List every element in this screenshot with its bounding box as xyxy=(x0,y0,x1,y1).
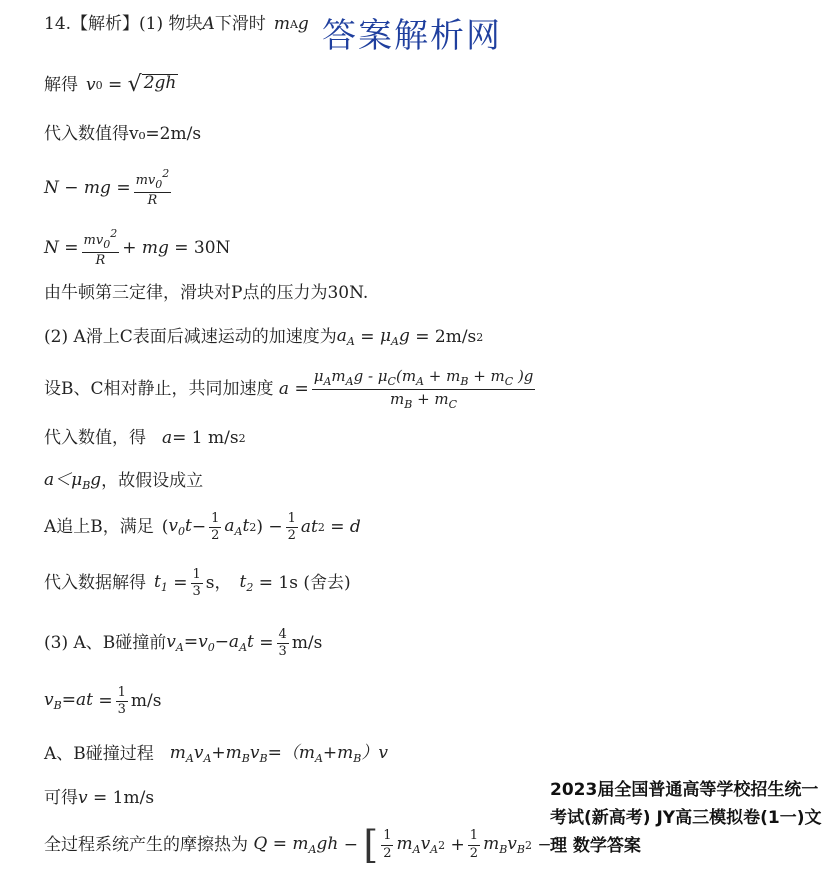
sqrt-2gh: √ 2gh xyxy=(127,72,177,97)
line-1-prefix: 14.【解析】(1) 物块 xyxy=(44,14,203,34)
line-12: 代入数据解得 $t_1$ = $\frac{1}{3}$ s， $t_2$ = 1s (舍去) xyxy=(44,567,351,600)
line-11: A追上B，满足 ( $v_0t$ − $\frac{1}{2}$ $a_At$ 2 ) − $\frac{1}{2}$ at 2 = d xyxy=(44,511,361,544)
line-14: $v_B=at$ = $\frac{1}{3}$ m/s xyxy=(44,685,162,718)
line-6: 由牛顿第三定律，滑块对P点的压力为30N. xyxy=(44,283,369,303)
line-11-prefix: A追上B，满足 xyxy=(44,517,154,538)
line-7-value: = 2m/s xyxy=(415,327,477,347)
line-8: 设B、C相对静止，共同加速度 a = $\frac{\mu_Am_Ag - \mu_C(m_A + m_B + m_C )g}{m_B + m_C}$ xyxy=(44,367,534,412)
line-15-prefix: A、B碰撞过程 xyxy=(44,744,154,764)
line-1: 14.【解析】(1) 物块 A 下滑时 m A g xyxy=(44,14,309,34)
n-result: = 30N xyxy=(174,237,231,258)
line-9-value: = 1 m/s xyxy=(172,428,239,448)
line-2-prefix: 解得 xyxy=(44,74,78,95)
watermark: 答案解析网 xyxy=(322,16,502,56)
line-10-text: 故假设成立 xyxy=(118,471,204,491)
line-17-prefix: 全过程系统产生的摩擦热为 xyxy=(44,834,248,855)
line-16: 可得 v = 1m/s xyxy=(44,788,155,808)
line-9: 代入数值，得 a = 1 m/s 2 xyxy=(44,428,246,448)
exam-caption: 2023届全国普通高等学校招生统一考试(新高考) JY高三模拟卷(1一)文理 数学答案 xyxy=(550,780,822,856)
line-7: (2) A滑上C表面后减速运动的加速度为 $a_A$ = $\mu_Ag$ = 2m/s 2 xyxy=(44,326,484,348)
line-7-prefix: (2) A滑上C表面后减速运动的加速度为 xyxy=(44,327,337,347)
line-17: 全过程系统产生的摩擦热为 $Q = m_Agh$ − [ $\frac{1}{2}$ $m_Av_A$ 2 + $\frac{1}{2}$ $m_Bv_B$ 2 − xyxy=(44,823,552,867)
line-16-prefix: 可得 xyxy=(44,788,78,808)
line-5-equation: N = $\frac{mv_0^2}{R}$ + mg = 30N xyxy=(44,227,231,269)
line-13: (3) A、B碰撞前 $v_A=v_0-a_At$ = $\frac{4}{3}$ m/s xyxy=(44,627,323,660)
line-16-value: = 1m/s xyxy=(93,788,155,808)
line-4-equation: N − mg = $\frac{mv_0^2}{R}$ xyxy=(44,167,170,209)
line-13-prefix: (3) A、B碰撞前 xyxy=(44,633,167,654)
line-12-prefix: 代入数据解得 xyxy=(44,573,146,594)
line-12-suffix: (舍去) xyxy=(303,573,351,594)
line-3: 代入数值得v₀=2m/s xyxy=(44,124,202,144)
line-1-mid: 下滑时 xyxy=(214,14,266,34)
line-8-prefix: 设B、C相对静止，共同加速度 xyxy=(44,379,274,400)
line-10: $a<\mu_Bg$ ， 故假设成立 xyxy=(44,470,204,492)
line-15: A、B碰撞过程 $m_Av_A+m_Bv_B=(m_A+m_B)v$ xyxy=(44,743,388,765)
line-9-prefix: 代入数值，得 xyxy=(44,428,146,448)
line-2: 解得 v 0 = √ 2gh xyxy=(44,72,177,97)
